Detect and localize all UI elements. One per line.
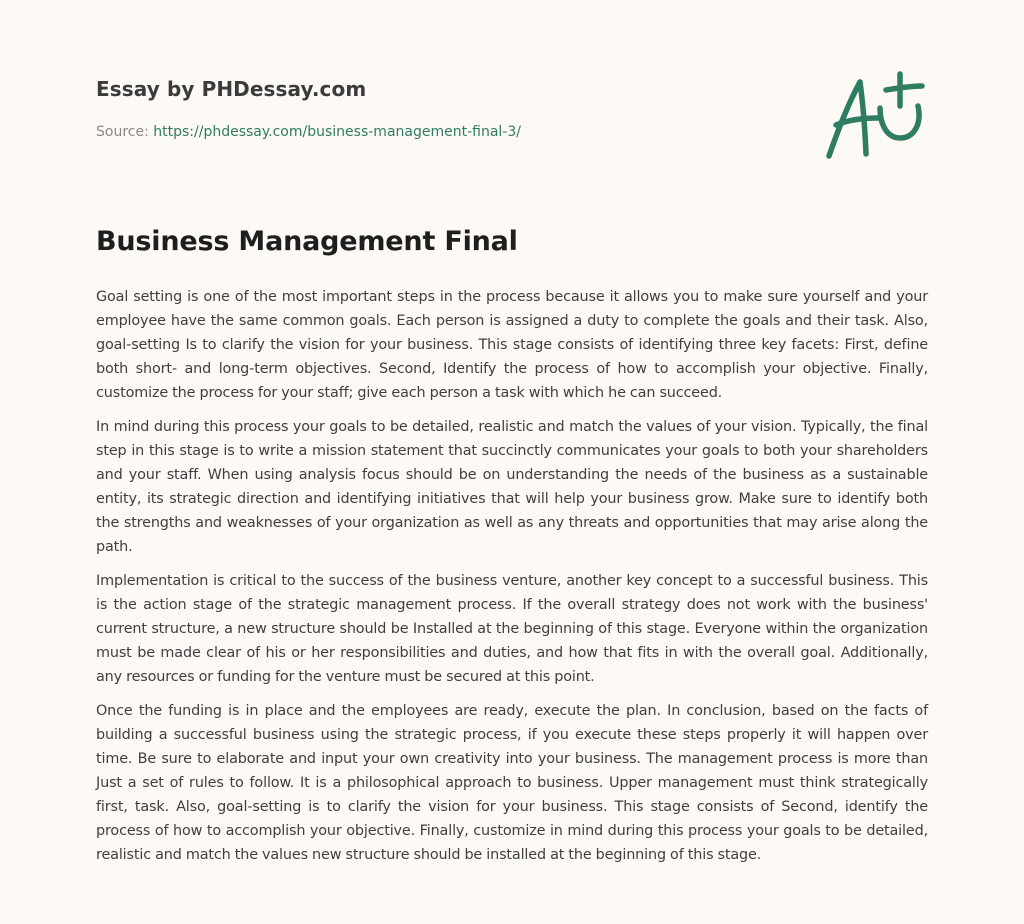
source-link[interactable]: https://phdessay.com/business-management-final-3/ (153, 124, 521, 140)
essay-paragraph: Once the funding is in place and the employees are ready, execute the plan. In conclusion, based on the facts of building a successful business using the strategic process, if you execute these steps properly it will happen over time. Be sure to elaborate and input your own creativity into your business. The management process is more than Just a set of rules to follow. It is a philosophical approach to business. Upper management must think strategically first, task. Also, goal-setting is to clarify the vision for your business. This stage consists of Second, identify the process of how to accomplish your objective. Finally, customize in mind during this process your goals to be detailed, realistic and match the values new structure should be installed at the beginning of this stage. (96, 703, 928, 863)
essay-paragraph: Goal setting is one of the most important steps in the process because it allows you to make sure yourself and your employee have the same common goals. Each person is assigned a duty to complete the goals and their task. Also, goal-setting Is to clarify the vision for your business. This stage consists of identifying three key facets: First, define both short- and long-term objectives. Second, Identify the process of how to accomplish your objective. Finally, customize the process for your staff; give each person a task with which he can succeed. (96, 289, 928, 401)
source-label: Source: (96, 124, 154, 140)
essay-title: Business Management Final (96, 226, 518, 257)
essay-paragraph: Implementation is critical to the success of the business venture, another key concept to a successful business. This is the action stage of the strategic management process. If the overall strategy does not work with the business' current structure, a new structure should be Installed at the beginning of this stage. Everyone within the organization must be made clear of his or her responsibilities and duties, and how that fits in with the overall goal. Additionally, any resources or funding for the venture must be secured at this point. (96, 573, 928, 685)
a-plus-logo-icon (822, 68, 930, 164)
essay-body (96, 285, 928, 877)
site-title: Essay by PHDessay.com (96, 77, 367, 101)
essay-paragraph: In mind during this process your goals to be detailed, realistic and match the values of your vision. Typically, the final step in this stage is to write a mission statement that succinctly communicates your goals to both your shareholders and your staff. When using analysis focus should be on understanding the needs of the business as a sustainable entity, its strategic direction and identifying initiatives that will help your business grow. Make sure to identify both the strengths and weaknesses of your organization as well as any threats and opportunities that may arise along the path. (96, 419, 928, 555)
source-line (96, 124, 521, 140)
